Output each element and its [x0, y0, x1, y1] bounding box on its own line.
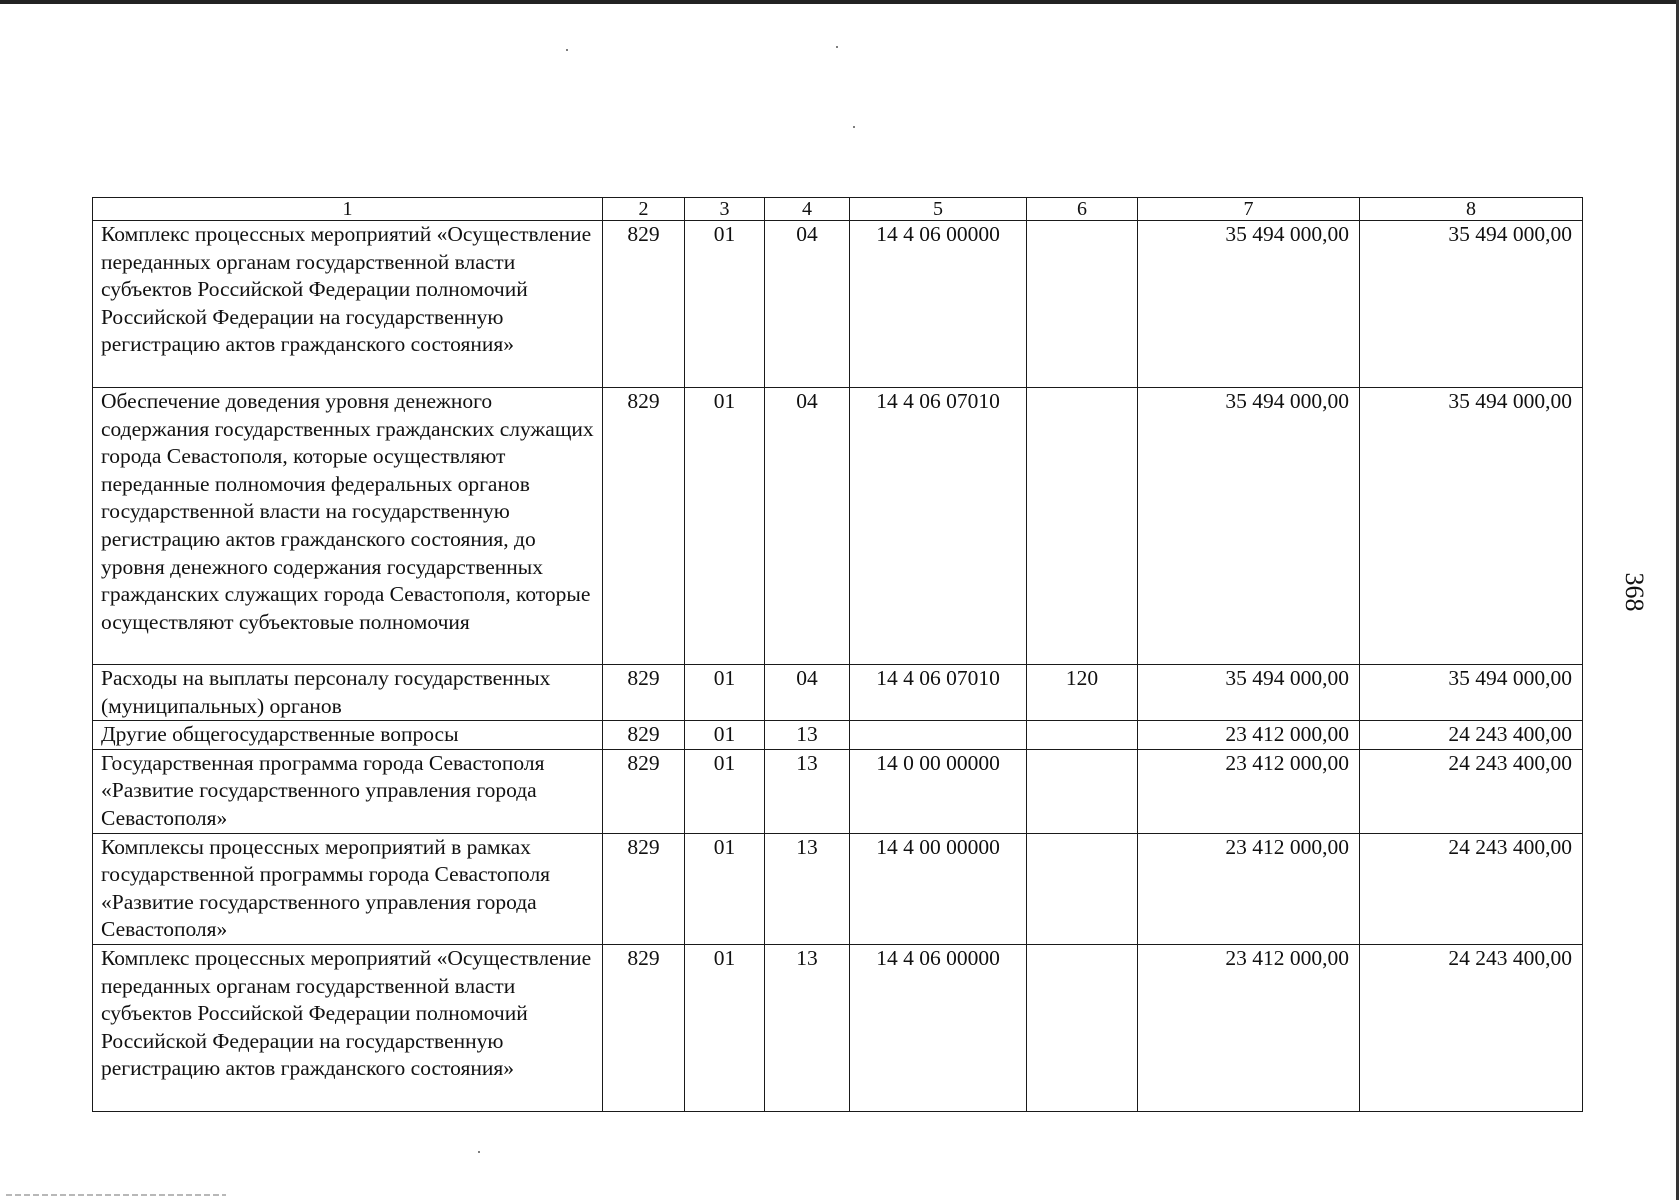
row-section-code: 01 — [685, 749, 765, 833]
row-name: Комплекс процессных мероприятий «Осуществление переданных органам государственной власти субъектов Российской Федерации полномочий Российской Федерации на государственную регистрацию актов гражданского состояния» — [93, 944, 603, 1111]
scan-speck — [836, 46, 838, 48]
row-target-article: 14 4 06 00000 — [850, 221, 1027, 388]
row-section-code: 01 — [685, 721, 765, 750]
row-department-code: 829 — [603, 833, 685, 944]
row-amount-8: 24 243 400,00 — [1360, 721, 1583, 750]
row-amount-8: 35 494 000,00 — [1360, 221, 1583, 388]
row-name: Государственная программа города Севастополя «Развитие государственного управления города Севастополя» — [93, 749, 603, 833]
table-row — [93, 388, 1583, 665]
row-amount-7: 35 494 000,00 — [1138, 221, 1360, 388]
row-amount-7: 23 412 000,00 — [1138, 944, 1360, 1111]
row-subsection-code: 04 — [765, 665, 850, 721]
row-subsection-code: 04 — [765, 221, 850, 388]
row-department-code: 829 — [603, 388, 685, 665]
row-amount-7: 35 494 000,00 — [1138, 388, 1360, 665]
column-header-2: 2 — [603, 198, 685, 221]
row-amount-7: 23 412 000,00 — [1138, 721, 1360, 750]
row-expense-type — [1027, 221, 1138, 388]
row-expense-type — [1027, 721, 1138, 750]
row-subsection-code: 13 — [765, 833, 850, 944]
row-expense-type — [1027, 944, 1138, 1111]
row-expense-type — [1027, 388, 1138, 665]
row-amount-8: 35 494 000,00 — [1360, 665, 1583, 721]
scan-speck — [853, 126, 855, 128]
row-department-code: 829 — [603, 721, 685, 750]
row-target-article: 14 4 06 07010 — [850, 388, 1027, 665]
row-amount-8: 35 494 000,00 — [1360, 388, 1583, 665]
row-name: Обеспечение доведения уровня денежного содержания государственных гражданских служащих города Севастополя, которые осуществляют переданные полномочия федеральных органов государственной власти на государственную регистрацию актов гражданского состояния, до уровня денежного содержания государственных гражданских служащих города Севастополя, которые осуществляют субъектовые полномочия — [93, 388, 603, 665]
table-header-row — [93, 198, 1583, 221]
table-row — [93, 721, 1583, 750]
row-amount-8: 24 243 400,00 — [1360, 833, 1583, 944]
scan-bottom-noise — [6, 1194, 226, 1196]
row-department-code: 829 — [603, 944, 685, 1111]
row-section-code: 01 — [685, 388, 765, 665]
table-row — [93, 749, 1583, 833]
row-amount-8: 24 243 400,00 — [1360, 944, 1583, 1111]
row-expense-type — [1027, 749, 1138, 833]
row-section-code: 01 — [685, 665, 765, 721]
budget-table — [92, 197, 1583, 1112]
column-header-8: 8 — [1360, 198, 1583, 221]
column-header-6: 6 — [1027, 198, 1138, 221]
scan-speck — [478, 1151, 480, 1153]
row-section-code: 01 — [685, 221, 765, 388]
row-subsection-code: 13 — [765, 749, 850, 833]
row-section-code: 01 — [685, 944, 765, 1111]
row-target-article: 14 4 00 00000 — [850, 833, 1027, 944]
row-subsection-code: 04 — [765, 388, 850, 665]
table-row — [93, 833, 1583, 944]
row-amount-8: 24 243 400,00 — [1360, 749, 1583, 833]
row-amount-7: 23 412 000,00 — [1138, 833, 1360, 944]
column-header-5: 5 — [850, 198, 1027, 221]
row-name: Комплексы процессных мероприятий в рамках государственной программы города Севастополя «Развитие государственного управления города Севастополя» — [93, 833, 603, 944]
row-expense-type: 120 — [1027, 665, 1138, 721]
row-name: Расходы на выплаты персоналу государственных (муниципальных) органов — [93, 665, 603, 721]
row-amount-7: 23 412 000,00 — [1138, 749, 1360, 833]
row-expense-type — [1027, 833, 1138, 944]
row-target-article: 14 4 06 00000 — [850, 944, 1027, 1111]
row-department-code: 829 — [603, 665, 685, 721]
row-section-code: 01 — [685, 833, 765, 944]
row-name: Другие общегосударственные вопросы — [93, 721, 603, 750]
row-name: Комплекс процессных мероприятий «Осуществление переданных органам государственной власти субъектов Российской Федерации полномочий Российской Федерации на государственную регистрацию актов гражданского состояния» — [93, 221, 603, 388]
row-target-article: 14 0 00 00000 — [850, 749, 1027, 833]
row-target-article: 14 4 06 07010 — [850, 665, 1027, 721]
column-header-4: 4 — [765, 198, 850, 221]
table-row — [93, 944, 1583, 1111]
scan-top-edge — [0, 0, 1679, 4]
row-department-code: 829 — [603, 749, 685, 833]
column-header-3: 3 — [685, 198, 765, 221]
scan-speck — [566, 49, 568, 51]
row-amount-7: 35 494 000,00 — [1138, 665, 1360, 721]
row-subsection-code: 13 — [765, 721, 850, 750]
row-subsection-code: 13 — [765, 944, 850, 1111]
column-header-7: 7 — [1138, 198, 1360, 221]
table-row — [93, 665, 1583, 721]
table-row — [93, 221, 1583, 388]
column-header-1: 1 — [93, 198, 603, 221]
row-target-article — [850, 721, 1027, 750]
page-number: 368 — [1620, 572, 1649, 612]
row-department-code: 829 — [603, 221, 685, 388]
